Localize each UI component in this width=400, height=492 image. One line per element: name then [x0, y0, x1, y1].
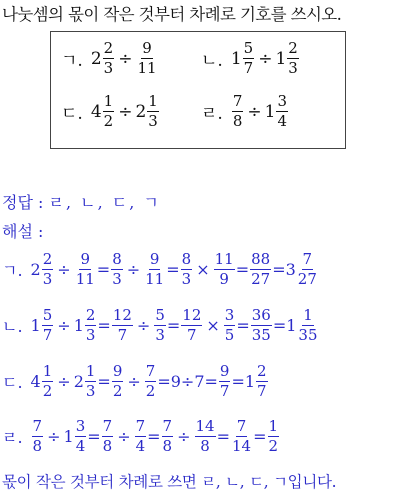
fraction	[219, 364, 231, 399]
equals: =	[166, 316, 181, 335]
problem-a-whole: 2	[90, 48, 102, 69]
den: 9	[219, 270, 229, 288]
num: 2	[288, 39, 298, 57]
num: 8	[181, 250, 192, 268]
den: 2	[112, 382, 123, 400]
problem-b-frac1	[243, 41, 255, 76]
problem-a-frac2	[136, 41, 157, 76]
den: 3	[85, 382, 96, 400]
fraction	[256, 364, 268, 399]
num: 9	[149, 250, 160, 268]
den: 11	[145, 270, 165, 288]
operator: ÷	[57, 316, 71, 335]
problem-box	[50, 31, 346, 149]
den: 3	[42, 270, 53, 288]
den: 27	[297, 270, 317, 288]
den: 7	[187, 326, 197, 344]
den: 35	[251, 326, 271, 344]
operator: ÷	[127, 372, 141, 391]
equals: =	[166, 260, 180, 279]
num: 7	[236, 417, 247, 435]
problem-a-frac1	[103, 41, 115, 76]
num: 12	[112, 306, 132, 324]
whole: 1	[286, 316, 297, 335]
problem-c-frac1	[103, 94, 115, 129]
problem-d-frac1	[232, 94, 244, 129]
fraction	[135, 419, 147, 454]
equals: =	[216, 427, 230, 446]
den: 2	[42, 382, 53, 400]
fraction	[224, 308, 236, 343]
operator: ÷	[57, 372, 71, 391]
fraction	[42, 364, 54, 399]
num: 5	[42, 306, 53, 324]
answer-label: 정답 :	[2, 193, 44, 212]
fraction	[297, 252, 318, 287]
den: 14	[232, 437, 252, 455]
divide-sign: ÷	[118, 101, 133, 122]
fraction	[181, 308, 202, 343]
problem-c	[61, 94, 160, 129]
den: 7	[219, 382, 230, 400]
den: 4	[135, 437, 146, 455]
den: 3	[181, 270, 192, 288]
solution-b-label: ㄴ.	[2, 317, 23, 336]
den: 5	[224, 326, 235, 344]
solution-c	[2, 364, 269, 399]
fraction	[102, 419, 114, 454]
operator: ×	[196, 260, 210, 279]
num: 9	[80, 250, 90, 268]
whole: 4	[30, 372, 41, 391]
fraction	[268, 419, 280, 454]
den: 35	[298, 326, 318, 344]
explanation-label: 해설 :	[2, 222, 44, 241]
fraction	[85, 308, 97, 343]
problem-c-whole1: 4	[90, 101, 102, 122]
operator: ÷	[136, 316, 151, 335]
den: 7	[42, 326, 53, 344]
fraction	[214, 252, 235, 287]
num: 8	[112, 250, 122, 268]
solution-a	[2, 252, 319, 287]
equals: =	[204, 372, 218, 391]
problem-b-whole2: 1	[275, 48, 287, 69]
problem-a-label: ㄱ.	[61, 51, 83, 71]
num: 7	[232, 92, 243, 110]
den: 8	[32, 437, 43, 455]
fraction	[75, 252, 96, 287]
den: 7	[117, 326, 128, 344]
den: 8	[162, 437, 173, 455]
solution-b	[2, 308, 320, 343]
fraction	[181, 252, 193, 287]
fraction	[144, 252, 165, 287]
equals: =	[96, 260, 111, 279]
problem-d-whole2: 1	[264, 101, 276, 122]
num: 9	[112, 362, 123, 380]
answer-line	[2, 190, 161, 213]
fraction	[154, 308, 166, 343]
fraction	[112, 308, 133, 343]
num: 2	[85, 306, 96, 324]
num: 7	[135, 417, 146, 435]
num: 7	[162, 417, 173, 435]
divide-sign: ÷	[118, 48, 133, 69]
whole: 1	[63, 427, 74, 446]
equals: =	[231, 372, 245, 391]
num: 2	[42, 250, 53, 268]
num: 1	[42, 362, 53, 380]
den: 3	[155, 326, 165, 344]
num: 3	[75, 417, 86, 435]
fraction	[145, 364, 157, 399]
num: 9	[142, 39, 152, 57]
whole: 2	[30, 260, 41, 279]
problem-b-frac2	[287, 41, 299, 76]
operator: ÷	[57, 260, 71, 279]
num: 7	[145, 362, 156, 380]
num: 1	[103, 92, 114, 110]
num: 88	[251, 250, 271, 268]
problem-d-label: ㄹ.	[201, 104, 223, 124]
solution-a-label: ㄱ.	[2, 261, 23, 280]
solution-d	[2, 419, 280, 454]
den: 2	[103, 112, 114, 130]
den: 2	[268, 437, 279, 455]
operator: ×	[206, 316, 220, 335]
problem-b-label: ㄴ.	[201, 51, 223, 71]
equals: =	[147, 427, 161, 446]
num: 1	[85, 362, 96, 380]
den: 7	[243, 59, 254, 77]
num: 7	[32, 417, 43, 435]
fraction	[231, 419, 252, 454]
problem-d-frac2	[276, 94, 288, 129]
fraction	[85, 364, 97, 399]
den: 11	[137, 59, 157, 77]
fraction	[195, 419, 216, 454]
den: 3	[85, 326, 96, 344]
whole: 1	[73, 316, 84, 335]
num: 12	[182, 306, 202, 324]
den: 7	[257, 382, 267, 400]
den: 8	[200, 437, 210, 455]
fraction	[250, 252, 271, 287]
fraction	[297, 308, 318, 343]
answer-text: ㄹ, ㄴ, ㄷ, ㄱ	[48, 193, 161, 212]
problem-b-whole1: 1	[230, 48, 242, 69]
fraction	[42, 308, 54, 343]
equals: =	[157, 372, 171, 391]
num: 1	[303, 306, 313, 324]
solution-d-label: ㄹ.	[2, 428, 23, 447]
den: 27	[251, 270, 271, 288]
num: 11	[214, 250, 234, 268]
den: 4	[75, 437, 86, 455]
problem-d	[201, 94, 289, 129]
fraction	[42, 252, 54, 287]
num: 36	[251, 306, 271, 324]
problem-c-frac2	[147, 94, 159, 129]
problem-c-whole2: 2	[135, 101, 147, 122]
num: 1	[268, 417, 279, 435]
den: 3	[112, 270, 122, 288]
problem-c-label: ㄷ.	[61, 104, 83, 124]
equals: =	[235, 260, 250, 279]
equals: =	[272, 316, 287, 335]
operator: ÷	[117, 427, 131, 446]
equals: =	[236, 316, 250, 335]
fraction	[75, 419, 87, 454]
den: 3	[148, 112, 158, 130]
divide-sign: ÷	[258, 48, 273, 69]
den: 3	[103, 59, 114, 77]
problem-b	[201, 41, 300, 76]
num: 5	[155, 306, 165, 324]
num: 7	[302, 250, 313, 268]
equals: =	[97, 372, 111, 391]
num: 7	[102, 417, 113, 435]
expression: 9÷7	[170, 372, 205, 391]
solution-c-label: ㄷ.	[2, 373, 23, 392]
divide-sign: ÷	[247, 101, 262, 122]
whole: 1	[244, 372, 256, 391]
operator: ÷	[47, 427, 61, 446]
equals: =	[87, 427, 101, 446]
fraction	[112, 364, 124, 399]
operator: ÷	[177, 427, 191, 446]
num: 9	[219, 362, 230, 380]
equals: =	[97, 316, 111, 335]
equals: =	[253, 427, 267, 446]
den: 2	[145, 382, 156, 400]
den: 11	[75, 270, 95, 288]
operator: ÷	[126, 260, 141, 279]
fraction	[251, 308, 272, 343]
num: 14	[195, 417, 215, 435]
num: 5	[243, 39, 254, 57]
whole: 2	[73, 372, 84, 391]
num: 1	[148, 92, 158, 110]
num: 2	[257, 362, 267, 380]
fraction	[32, 419, 44, 454]
whole: 1	[30, 316, 41, 335]
equals: =	[272, 260, 286, 279]
problem-a	[61, 41, 159, 76]
den: 8	[232, 112, 243, 130]
fraction	[111, 252, 123, 287]
num: 3	[277, 92, 287, 110]
num: 3	[224, 306, 235, 324]
whole: 3	[285, 260, 296, 279]
den: 4	[277, 112, 287, 130]
num: 2	[103, 39, 114, 57]
fraction	[162, 419, 174, 454]
den: 8	[102, 437, 113, 455]
conclusion-text: 몫이 작은 것부터 차례로 쓰면 ㄹ, ㄴ, ㄷ, ㄱ입니다.	[2, 473, 337, 491]
question-text: 나눗셈의 몫이 작은 것부터 차례로 기호를 쓰시오.	[2, 5, 342, 24]
den: 3	[288, 59, 298, 77]
